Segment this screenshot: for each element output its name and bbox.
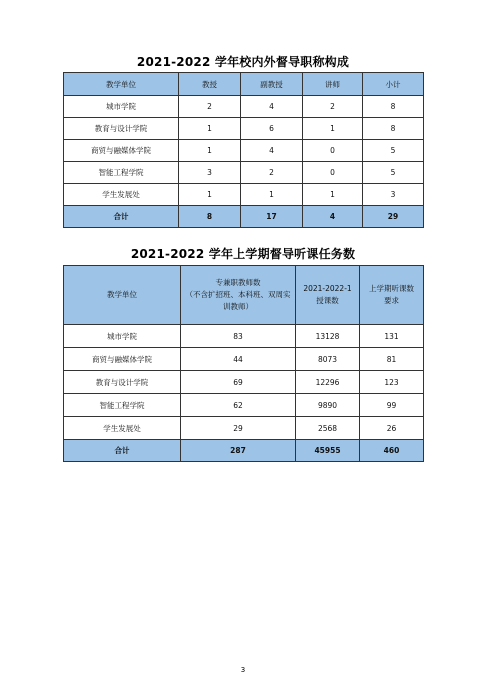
row-professor: 1 [179,118,241,140]
row-unit: 学生发展处 [64,184,179,206]
row-lesson-count: 2568 [296,417,360,440]
row-subtotal: 8 [363,118,424,140]
table-total-row [64,206,424,228]
total-label: 合计 [64,206,179,228]
table-row [64,371,424,394]
faculty-title-table [63,72,424,228]
table-header-row [64,73,424,96]
row-unit: 教育与设计学院 [64,371,181,394]
header-lecturer: 讲师 [303,73,363,96]
row-lesson-count: 9890 [296,394,360,417]
header-observation-requirement [360,266,424,325]
row-observation-requirement: 123 [360,371,424,394]
table-row [64,140,424,162]
table-row [64,417,424,440]
table-row [64,325,424,348]
table-row [64,348,424,371]
row-lecturer: 0 [303,140,363,162]
row-observation-requirement: 131 [360,325,424,348]
total-lecturer: 4 [303,206,363,228]
table-row [64,184,424,206]
total-observation-requirement: 460 [360,440,424,462]
table-row [64,96,424,118]
total-subtotal: 29 [363,206,424,228]
row-lecturer: 1 [303,118,363,140]
row-staff-count: 44 [181,348,296,371]
header-staff-line: 专兼职教师数 [215,278,261,287]
row-unit: 商贸与融媒体学院 [64,140,179,162]
row-subtotal: 5 [363,140,424,162]
row-staff-count: 62 [181,394,296,417]
row-professor: 2 [179,96,241,118]
row-subtotal: 5 [363,162,424,184]
row-professor: 1 [179,140,241,162]
total-professor: 8 [179,206,241,228]
row-lecturer: 2 [303,96,363,118]
row-associate-professor: 6 [241,118,303,140]
row-subtotal: 3 [363,184,424,206]
row-associate-professor: 1 [241,184,303,206]
header-associate-professor: 副教授 [241,73,303,96]
table-row [64,162,424,184]
header-teaching-unit: 教学单位 [64,266,181,325]
row-unit: 城市学院 [64,325,181,348]
row-subtotal: 8 [363,96,424,118]
row-lesson-count: 13128 [296,325,360,348]
header-staff-count [181,266,296,325]
row-professor: 3 [179,162,241,184]
observation-task-table [63,265,424,462]
header-lesson-count [296,266,360,325]
total-lesson-count: 45955 [296,440,360,462]
row-lesson-count: 8073 [296,348,360,371]
row-professor: 1 [179,184,241,206]
header-lesson-line: 2021-2022-1 [303,284,352,293]
row-unit: 智能工程学院 [64,162,179,184]
row-unit: 商贸与融媒体学院 [64,348,181,371]
row-observation-requirement: 26 [360,417,424,440]
row-lecturer: 1 [303,184,363,206]
row-unit: 城市学院 [64,96,179,118]
total-label: 合计 [64,440,181,462]
row-observation-requirement: 81 [360,348,424,371]
header-staff-line: （不含扩招班、本科班、双周实 [185,290,291,299]
row-unit: 智能工程学院 [64,394,181,417]
header-subtotal: 小计 [363,73,424,96]
table-row [64,118,424,140]
row-staff-count: 69 [181,371,296,394]
row-unit: 学生发展处 [64,417,181,440]
row-associate-professor: 4 [241,96,303,118]
total-associate-professor: 17 [241,206,303,228]
row-lecturer: 0 [303,162,363,184]
header-staff-line: 训教师） [223,302,253,311]
total-staff-count: 287 [181,440,296,462]
table1-title: 2021-2022 学年校内外督导职称构成 [136,55,350,69]
table-total-row [64,440,424,462]
table2-title: 2021-2022 学年上学期督导听课任务数 [130,247,356,261]
header-professor: 教授 [179,73,241,96]
page-number: 3 [240,666,246,674]
table-header-row [64,266,424,325]
row-staff-count: 83 [181,325,296,348]
table-row [64,394,424,417]
row-associate-professor: 4 [241,140,303,162]
header-requirement-line: 上学期听课数 [369,284,414,293]
header-teaching-unit: 教学单位 [64,73,179,96]
row-unit: 教育与设计学院 [64,118,179,140]
header-requirement-line: 要求 [384,296,399,305]
row-observation-requirement: 99 [360,394,424,417]
header-lesson-line: 授课数 [316,296,339,305]
row-lesson-count: 12296 [296,371,360,394]
row-associate-professor: 2 [241,162,303,184]
row-staff-count: 29 [181,417,296,440]
